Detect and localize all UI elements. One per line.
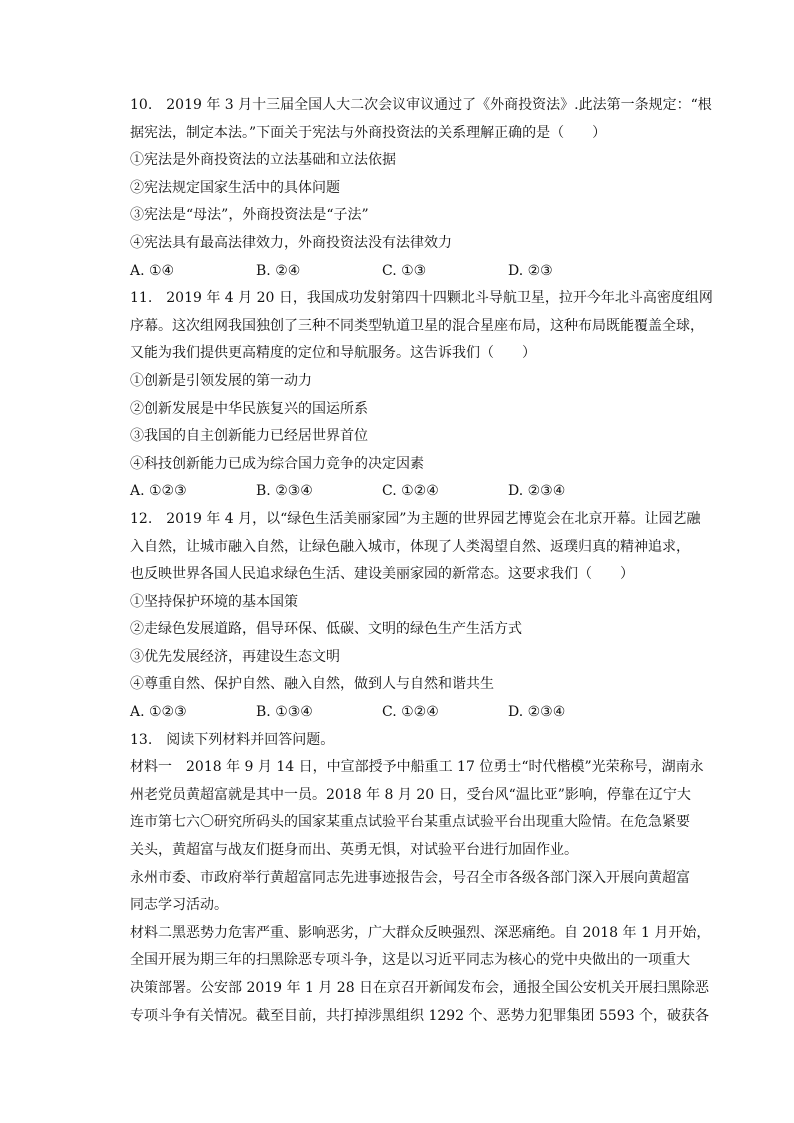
question-stem-line: 序幕。这次组网我国独创了三种不同类型轨道卫星的混合星座布局，这种布局既能覆盖全球， bbox=[130, 317, 704, 334]
answer-options bbox=[130, 699, 690, 727]
option-d: D. ②③④ bbox=[508, 704, 566, 721]
question-stem-line: 据宪法，制定本法。”下面关于宪法与外商投资法的关系理解正确的是（ ） bbox=[130, 124, 607, 141]
question-stem-line: 入自然，让城市融入自然，让绿色融入城市，体现了人类渴望自然、返璞归真的精神追求， bbox=[130, 538, 690, 555]
question-10 bbox=[130, 92, 712, 285]
option-c: C. ①②④ bbox=[382, 483, 439, 500]
material-1-line: 材料一 2018 年 9 月 14 日，中宣部授予中船重工 17 位勇士“时代楷模”光荣称号，湖南永 bbox=[130, 759, 704, 776]
question-stem-line: 10. 2019 年 3 月十三届全国人大二次会议审议通过了《外商投资法》.此法第一条规定：“根 bbox=[130, 97, 712, 113]
question-stem-line: 12. 2019 年 4 月，以“绿色生活美丽家园”为主题的世界园艺博览会在北京开幕。让园艺融 bbox=[130, 510, 701, 527]
option-d: D. ②③ bbox=[508, 262, 553, 279]
material-1-line: 永州市委、市政府举行黄超富同志先进事迹报告会，号召全市各级各部门深入开展向黄超富 bbox=[130, 869, 690, 886]
statement-item: ②创新发展是中华民族复兴的国运所系 bbox=[130, 400, 368, 417]
question-13 bbox=[130, 727, 711, 1031]
material-2-line: 全国开展为期三年的扫黑除恶专项斗争，这是以习近平同志为核心的党中央做出的一项重大 bbox=[130, 952, 690, 969]
option-a: A. ①②③ bbox=[130, 704, 187, 721]
answer-options bbox=[130, 258, 690, 286]
question-11 bbox=[130, 285, 713, 506]
material-1-line: 关头，黄超富与战友们挺身而出、英勇无惧，对试验平台进行加固作业。 bbox=[130, 842, 578, 859]
option-d: D. ②③④ bbox=[508, 483, 566, 500]
question-stem-line: 11. 2019 年 4 月 20 日，我国成功发射第四十四颗北斗导航卫星，拉开今年北斗高密度组网 bbox=[130, 290, 713, 307]
exam-page bbox=[130, 92, 713, 1030]
statement-item: ①坚持保护环境的基本国策 bbox=[130, 593, 298, 610]
question-stem-line: 又能为我们提供更高精度的定位和导航服务。这告诉我们（ ） bbox=[130, 345, 536, 362]
option-a: A. ①④ bbox=[130, 262, 175, 279]
statement-item: ④宪法具有最高法律效力，外商投资法没有法律效力 bbox=[130, 234, 452, 251]
option-c: C. ①③ bbox=[382, 262, 427, 279]
statement-item: ④科技创新能力已成为综合国力竞争的决定因素 bbox=[130, 455, 424, 472]
statement-item: ①创新是引领发展的第一动力 bbox=[130, 372, 312, 389]
option-b: B. ②③④ bbox=[256, 483, 313, 500]
question-12 bbox=[130, 506, 701, 727]
statement-item: ②宪法规定国家生活中的具体问题 bbox=[130, 179, 340, 196]
material-1-line: 州老党员黄超富就是其中一员。2018 年 8 月 20 日，受台风“温比亚”影响，停靠在辽宁大 bbox=[130, 786, 691, 803]
option-a: A. ①②③ bbox=[130, 483, 187, 500]
statement-item: ③宪法是“母法”，外商投资法是“子法” bbox=[130, 207, 369, 224]
statement-item: ①宪法是外商投资法的立法基础和立法依据 bbox=[130, 152, 396, 169]
statement-item: ③优先发展经济，再建设生态文明 bbox=[130, 648, 340, 665]
material-2-line: 专项斗争有关情况。截至目前，共打掉涉黑组织 1292 个、恶势力犯罪集团 5593 个，破获各 bbox=[130, 1007, 710, 1024]
statement-item: ④尊重自然、保护自然、融入自然，做到人与自然和谐共生 bbox=[130, 676, 494, 693]
material-1-line: 同志学习活动。 bbox=[130, 897, 228, 914]
material-2-line: 材料二黑恶势力危害严重、影响恶劣，广大群众反映强烈、深恶痛绝。自 2018 年 1 月开始， bbox=[130, 924, 711, 941]
option-b: B. ①③④ bbox=[256, 704, 313, 721]
material-2-line: 决策部署。公安部 2019 年 1 月 28 日在京召开新闻发布会，通报全国公安机关开展扫黑除恶 bbox=[130, 980, 710, 996]
question-heading: 13. 阅读下列材料并回答问题。 bbox=[130, 731, 335, 748]
question-stem-line: 也反映世界各国人民追求绿色生活、建设美丽家园的新常态。这要求我们（ ） bbox=[130, 566, 634, 583]
statement-item: ③我国的自主创新能力已经居世界首位 bbox=[130, 428, 368, 445]
statement-item: ②走绿色发展道路，倡导环保、低碳、文明的绿色生产生活方式 bbox=[130, 621, 522, 638]
option-b: B. ②④ bbox=[256, 262, 301, 279]
answer-options bbox=[130, 478, 690, 506]
material-1-line: 连市第七六〇研究所码头的国家某重点试验平台某重点试验平台出现重大险情。在危急紧要 bbox=[130, 814, 690, 831]
option-c: C. ①②④ bbox=[382, 704, 439, 721]
